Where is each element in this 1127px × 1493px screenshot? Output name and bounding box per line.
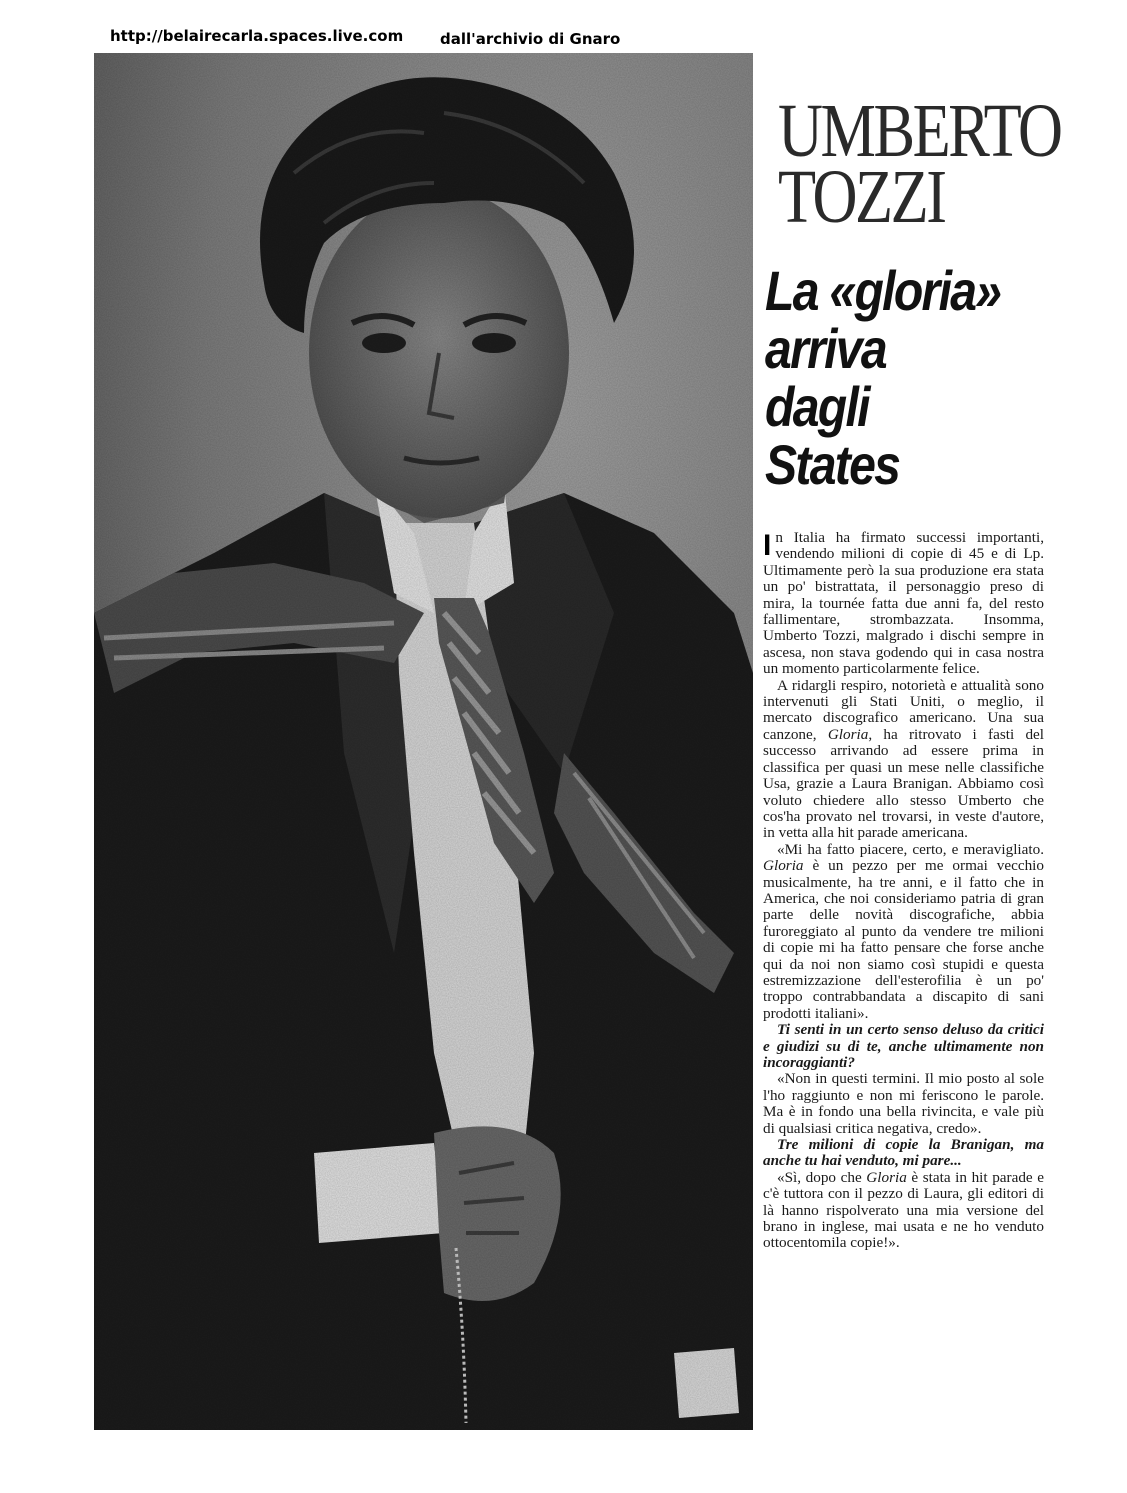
article-paragraph-1 xyxy=(763,530,1044,678)
headline-name xyxy=(778,89,1061,239)
paragraph-text: , ha ritrovato i fasti del successo arrivando ad essere prima in classifica per quasi un mese nelle classifiche Usa, grazie a Laura Branigan. Abbiamo così voluto chiedere allo stesso Umberto che cos'ha provato nel trovarsi, in veste d'autore, in vetta alla hit parade americana. xyxy=(763,725,1044,842)
song-title: Gloria xyxy=(866,1168,907,1186)
song-title: Gloria xyxy=(827,725,869,743)
paragraph-text: «Sì, dopo che xyxy=(777,1168,867,1186)
article-paragraph-5 xyxy=(763,1170,1044,1252)
interview-question-2: Tre milioni di copie la Branigan, ma anche tu hai venduto, mi pare... xyxy=(763,1136,1044,1170)
article-paragraph-2 xyxy=(763,678,1044,842)
article-paragraph-4: «Non in questi termini. Il mio posto al sole l'ho raggiunto e non mi feriscono le parole. Ma è in fondo una bella rivincita, e vale più di qualsiasi critica negativa, credo». xyxy=(763,1070,1044,1137)
archive-credit: dall'archivio di Gnaro xyxy=(440,30,621,48)
subheadline-line-4: States xyxy=(765,433,900,496)
article-body xyxy=(763,530,1044,1252)
headline-line-2: TOZZI xyxy=(778,155,945,239)
drop-cap: I xyxy=(763,529,772,562)
paragraph-text: «Mi ha fatto piacere, certo, e meravigliato. xyxy=(777,840,1044,858)
article-paragraph-3 xyxy=(763,842,1044,1022)
headline-line-1: UMBERTO xyxy=(778,89,1061,173)
subheadline xyxy=(765,259,1049,496)
song-title: Gloria xyxy=(763,857,804,875)
paragraph-text: A ridargli respiro, notorietà e attualità sono intervenuti gli Stati Uniti, o meglio, il mercato discografico americano. Una sua canzone, xyxy=(763,676,1044,743)
subheadline-line-2: arriva xyxy=(765,317,886,380)
portrait-photo xyxy=(94,53,753,1430)
subheadline-line-1: La «gloria» xyxy=(765,259,1001,322)
interview-question-1: Ti senti in un certo senso deluso da critici e giudizi su di te, anche ultimamente non incoraggianti? xyxy=(763,1021,1044,1071)
paragraph-text: è un pezzo per me ormai vecchio musicalmente, ha tre anni, e il fatto che in America, che noi consideriamo patria di gran parte delle novità discografiche, abbia furoreggiato al punto da vendere tre milioni di copie mi ha fatto pensare che forse anche qui da noi non siamo così stupidi e questa estremizzazione dell'esterofilia è un po' troppo contrabbandata a discapito di sani prodotti italiani». xyxy=(763,857,1044,1022)
subheadline-line-3: dagli xyxy=(765,375,869,438)
source-url: http://belairecarla.spaces.live.com xyxy=(110,27,404,45)
paragraph-text: è stata in hit parade e c'è tuttora con il pezzo di Laura, gli editori di là hanno rispolverato una mia versione del brano in inglese, mai usata e ne ho venduto ottocentomila copie!». xyxy=(763,1168,1044,1252)
paragraph-text: n Italia ha firmato successi importanti, vendendo milioni di copie di 45 e di Lp. Ultimamente però la sua produzione era stata un po' bistrattata, il personaggio preso di mira, la tournée fatta due anni fa, del resto fallimentare, strombazzata. Insomma, Umberto Tozzi, malgrado i dischi sempre in ascesa, non stava godendo qui in casa nostra un momento particolarmente felice. xyxy=(763,529,1044,678)
